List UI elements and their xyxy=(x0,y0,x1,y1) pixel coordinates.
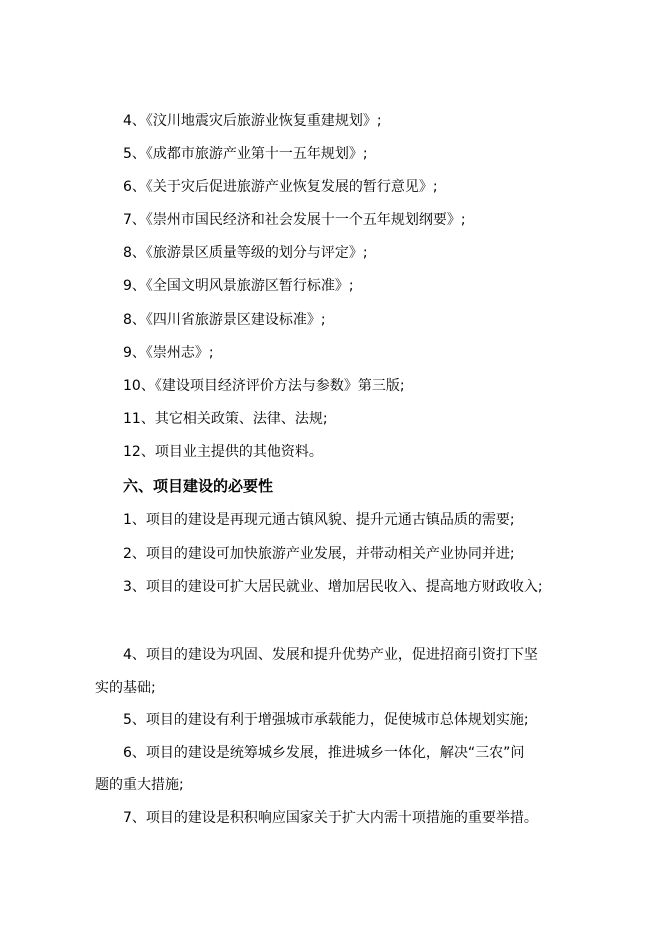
reference-item: 7、《崇州市国民经济和社会发展十一个五年规划纲要》; xyxy=(123,212,466,228)
reference-item: 9、《崇州志》; xyxy=(123,345,214,361)
necessity-point: 1、项目的建设是再现元通古镇风貌、提升元通古镇品质的需要; xyxy=(123,512,515,528)
section-heading: 六、项目建设的必要性 xyxy=(123,477,274,495)
reference-item: 5、《成都市旅游产业第十一五年规划》; xyxy=(123,146,368,162)
necessity-point: 2、项目的建设可加快旅游产业发展，并带动相关产业协同并进; xyxy=(123,546,515,562)
necessity-point: 3、项目的建设可扩大居民就业、增加居民收入、提高地方财政收入; xyxy=(123,579,543,595)
reference-item: 8、《旅游景区质量等级的划分与评定》; xyxy=(123,245,368,261)
necessity-point: 6、项目的建设是统筹城乡发展，推进城乡一体化，解决“三农”问 xyxy=(123,745,525,761)
reference-item: 10、《建设项目经济评价方法与参数》第三版; xyxy=(123,378,405,394)
necessity-point: 5、项目的建设有利于增强城市承载能力，促使城市总体规划实施; xyxy=(123,712,529,728)
reference-item: 4、《汶川地震灾后旅游业恢复重建规划》; xyxy=(123,113,382,129)
necessity-point: 7、项目的建设是积积响应国家关于扩大内需十项措施的重要举措。 xyxy=(123,810,538,826)
reference-item: 12、项目业主提供的其他资料。 xyxy=(123,444,323,460)
reference-item: 9、《全国文明风景旅游区暂行标准》; xyxy=(123,278,354,294)
necessity-point: 4、项目的建设为巩固、发展和提升优势产业，促进招商引资打下坚 xyxy=(123,647,538,663)
reference-item: 6、《关于灾后促进旅游产业恢复发展的暂行意见》; xyxy=(123,179,438,195)
necessity-point-continuation: 题的重大措施; xyxy=(95,777,184,793)
reference-item: 8、《四川省旅游景区建设标准》; xyxy=(123,312,326,328)
necessity-point-continuation: 实的基础; xyxy=(95,680,156,696)
reference-item: 11、其它相关政策、法律、法规; xyxy=(123,411,328,427)
